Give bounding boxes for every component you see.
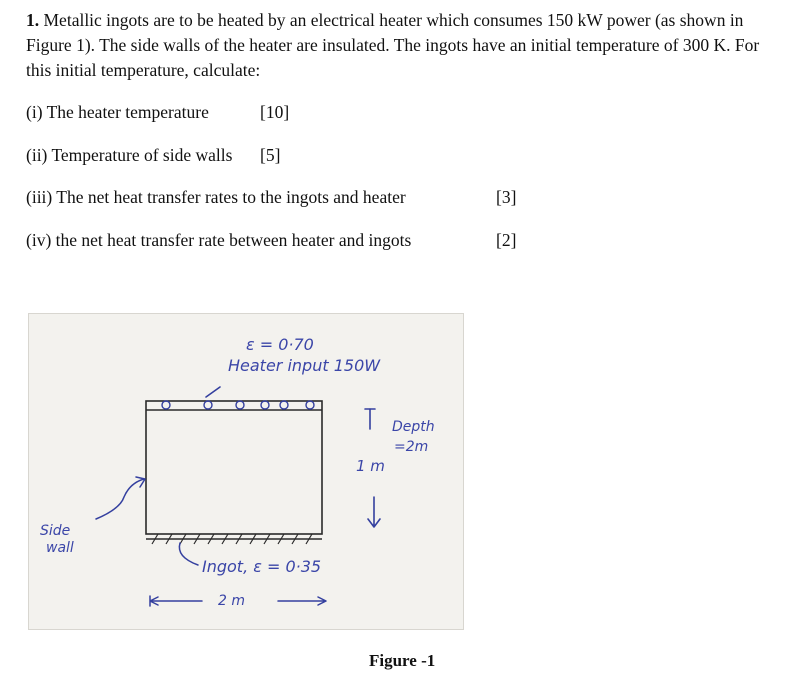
question-body: Metallic ingots are to be heated by an electrical heater which consumes 150 kW power (as shown in Figure 1). The side walls of the heater are insulated. The ingots have an initial temperature of 300 K. For this initial temperature, calculate:: [26, 10, 760, 80]
part-iii: [26, 186, 517, 208]
side-wall-pointer: [96, 477, 145, 519]
question-text: [26, 8, 778, 83]
heater-element: [280, 401, 288, 409]
width-label: 2 m: [218, 593, 245, 609]
heater-elements: [162, 401, 314, 409]
side-wall-label-line1: Side: [40, 523, 71, 539]
heater-element: [261, 401, 269, 409]
height-label: 1 m: [356, 457, 385, 475]
figure-caption: Figure -1: [369, 651, 436, 670]
heater-diagram: [28, 313, 464, 630]
depth-label: Depth: [392, 419, 435, 435]
heater-emissivity-label: ε = 0·70: [246, 335, 314, 354]
depth-value: =2m: [394, 439, 429, 455]
part-ii-marks: [5]: [260, 145, 281, 165]
part-iii-label: (iii) The net heat transfer rates to the ingots and heater: [26, 187, 406, 207]
heater-element: [162, 401, 170, 409]
heater-element: [236, 401, 244, 409]
figure-sketch: [28, 313, 464, 630]
heater-pointer: [206, 387, 220, 397]
part-iv-label: (iv) the net heat transfer rate between heater and ingots: [26, 230, 412, 250]
heater-element: [204, 401, 212, 409]
part-i-marks: [10]: [260, 102, 290, 122]
side-wall-label-line2: wall: [46, 540, 74, 556]
part-iv: [26, 229, 517, 251]
width-arrow-left: [150, 596, 202, 606]
heater-input-label: Heater input 150W: [228, 356, 381, 375]
width-arrow-right: [278, 597, 326, 605]
ingot-label: Ingot, ε = 0·35: [202, 557, 322, 576]
part-iii-marks: [3]: [496, 187, 517, 207]
part-ii-label: (ii) Temperature of side walls: [26, 145, 233, 165]
part-ii: [26, 144, 281, 166]
enclosure-box: [146, 401, 322, 534]
ingot-pointer: [179, 543, 198, 565]
part-iv-marks: [2]: [496, 230, 517, 250]
part-i: [26, 101, 290, 123]
height-arrow-bottom: [368, 497, 380, 527]
heater-element: [306, 401, 314, 409]
question-number: 1.: [26, 10, 40, 30]
part-i-label: (i) The heater temperature: [26, 102, 209, 122]
